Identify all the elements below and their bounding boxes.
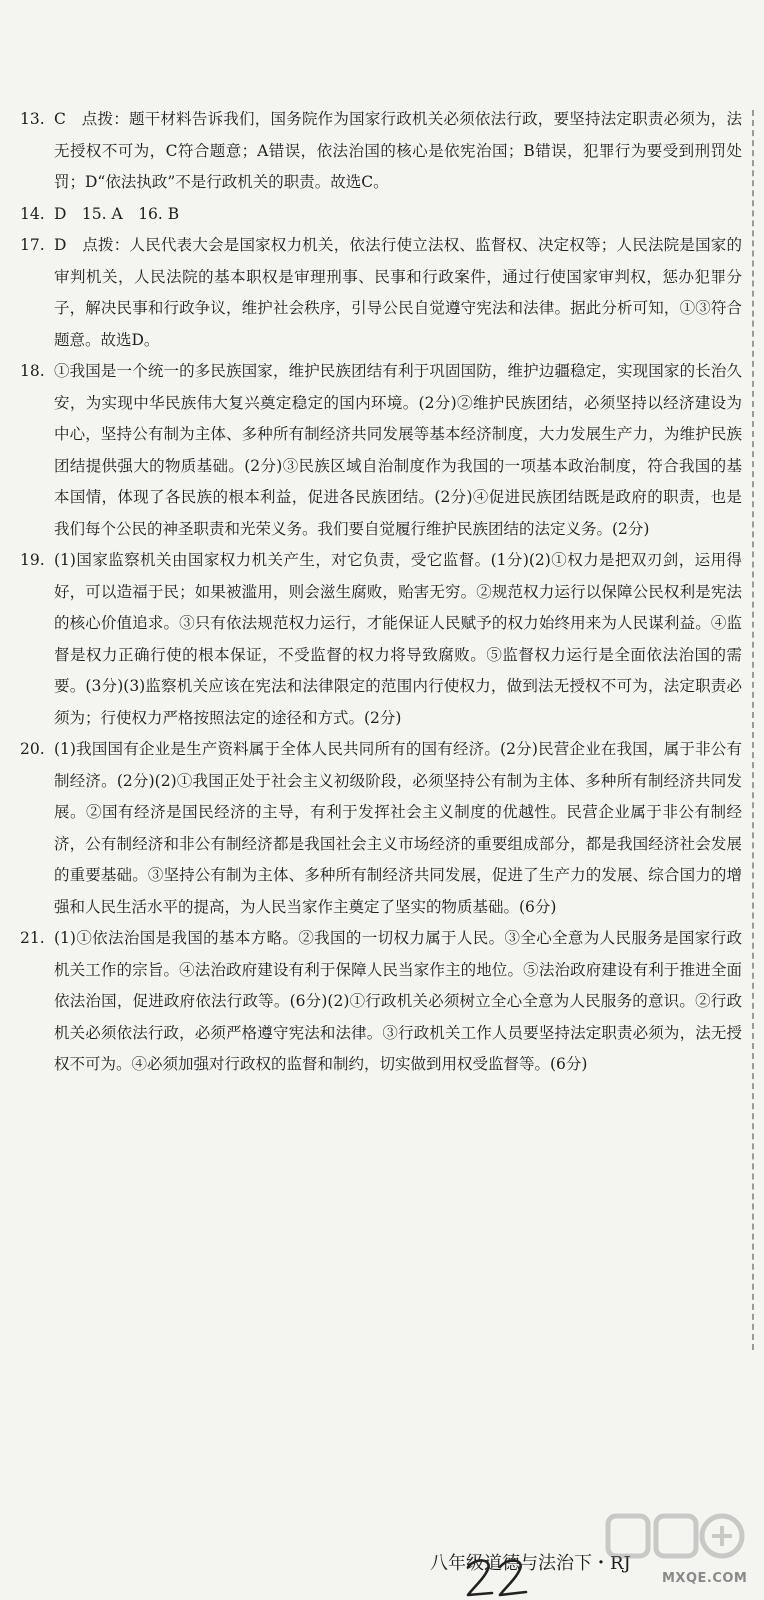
answer-text: C 点拨：题干材料告诉我们，国务院作为国家行政机关必须依法行政，要坚持法定职责必须为，法无授权不可为，C符合题意；A错误，依法治国的核心是依宪治国；B错误，犯罪行为要受到刑罚处罚；D“依法执政”不是行政机关的职责。故选C。 [54,110,742,191]
answer-item-13 [20,104,742,199]
answer-number: 19. [20,551,45,569]
answer-text: (1)我国国有企业是生产资料属于全体人民共同所有的国有经济。(2分)民营企业在我国，属于非公有制经济。(2分)(2)①我国正处于社会主义初级阶段，必须坚持公有制为主体、多种所有制经济共同发展。②国有经济是国民经济的主导，有利于发挥社会主义制度的优越性。民营企业属于非公有制经济，公有制经济和非公有制经济都是我国社会主义市场经济的重要组成部分，都是我国经济社会发展的重要基础。③坚持公有制为主体、多种所有制经济共同发展，促进了生产力的发展、综合国力的增强和人民生活水平的提高，为人民当家作主奠定了坚实的物质基础。(6分) [54,740,742,916]
answer-item-20 [20,734,742,923]
watermark-text: MXQE.COM [662,1571,748,1586]
answer-number: 17. [20,236,45,254]
answer-number: 21. [20,929,45,947]
answer-item-19 [20,545,742,734]
handwritten-page-number [462,1555,532,1599]
answer-item-18 [20,356,742,545]
binding-dashed-line [752,110,754,1350]
answer-item-17 [20,230,742,356]
answer-item-21 [20,923,742,1081]
answer-text: (1)①依法治国是我国的基本方略。②我国的一切权力属于人民。③全心全意为人民服务是国家行政机关工作的宗旨。④法治政府建设有利于保障人民当家作主的地位。⑤法治政府建设有利于推进全面依法治国，促进政府依法行政等。(6分)(2)①行政机关必须树立全心全意为人民服务的意识。②行政机关必须依法行政，必须严格遵守宪法和法律。③行政机关工作人员要坚持法定职责必须为，法无授权不可为。④必须加强对行政权的监督和制约，切实做到用权受监督等。(6分) [54,929,742,1073]
answer-list [20,104,742,1081]
answer-number: 13. [20,110,45,128]
answer-text: D 点拨：人民代表大会是国家权力机关，依法行使立法权、监督权、决定权等；人民法院是国家的审判机关，人民法院的基本职权是审理刑事、民事和行政案件，通过行使国家审判权，惩办犯罪分子，解决民事和行政争议，维护社会秩序，引导公民自觉遵守宪法和法律。据此分析可知，①③符合题意。故选D。 [54,236,742,349]
answer-text: D 15. A 16. B [54,204,180,223]
answer-number: 20. [20,740,45,758]
answer-text: (1)国家监察机关由国家权力机关产生，对它负责，受它监督。(1分)(2)①权力是把双刃剑，运用得好，可以造福于民；如果被滥用，则会滋生腐败，贻害无穷。②规范权力运行以保障公民权利是宪法的核心价值追求。③只有依法规范权力运行，才能保证人民赋予的权力始终用来为人民谋利益。④监督是权力正确行使的根本保证，不受监督的权力将导致腐败。⑤监督权力运行是全面依法治国的需要。(3分)(3)监察机关应该在宪法和法律限定的范围内行使权力，做到法无授权不可为，法定职责必须为；行使权力严格按照法定的途径和方式。(2分) [54,551,742,727]
answer-number: 18. [20,362,45,380]
answer-text: ①我国是一个统一的多民族国家，维护民族团结有利于巩固国防，维护边疆稳定，实现国家的长治久安，为实现中华民族伟大复兴奠定稳定的国内环境。(2分)②维护民族团结，必须坚持以经济建设为中心，坚持公有制为主体、多种所有制经济共同发展等基本经济制度，大力发展生产力，为维护民族团结提供强大的物质基础。(2分)③民族区域自治制度作为我国的一项基本政治制度，符合我国的基本国情，体现了各民族的根本利益，促进各民族团结。(2分)④促进民族团结既是政府的职责，也是我们每个公民的神圣职责和光荣义务。我们要自觉履行维护民族团结的法定义务。(2分) [54,362,742,538]
answer-number: 14. [20,204,45,223]
answer-item-14-16 [20,199,742,231]
course-title: 八年级道德与法治下・RJ [430,1553,631,1574]
